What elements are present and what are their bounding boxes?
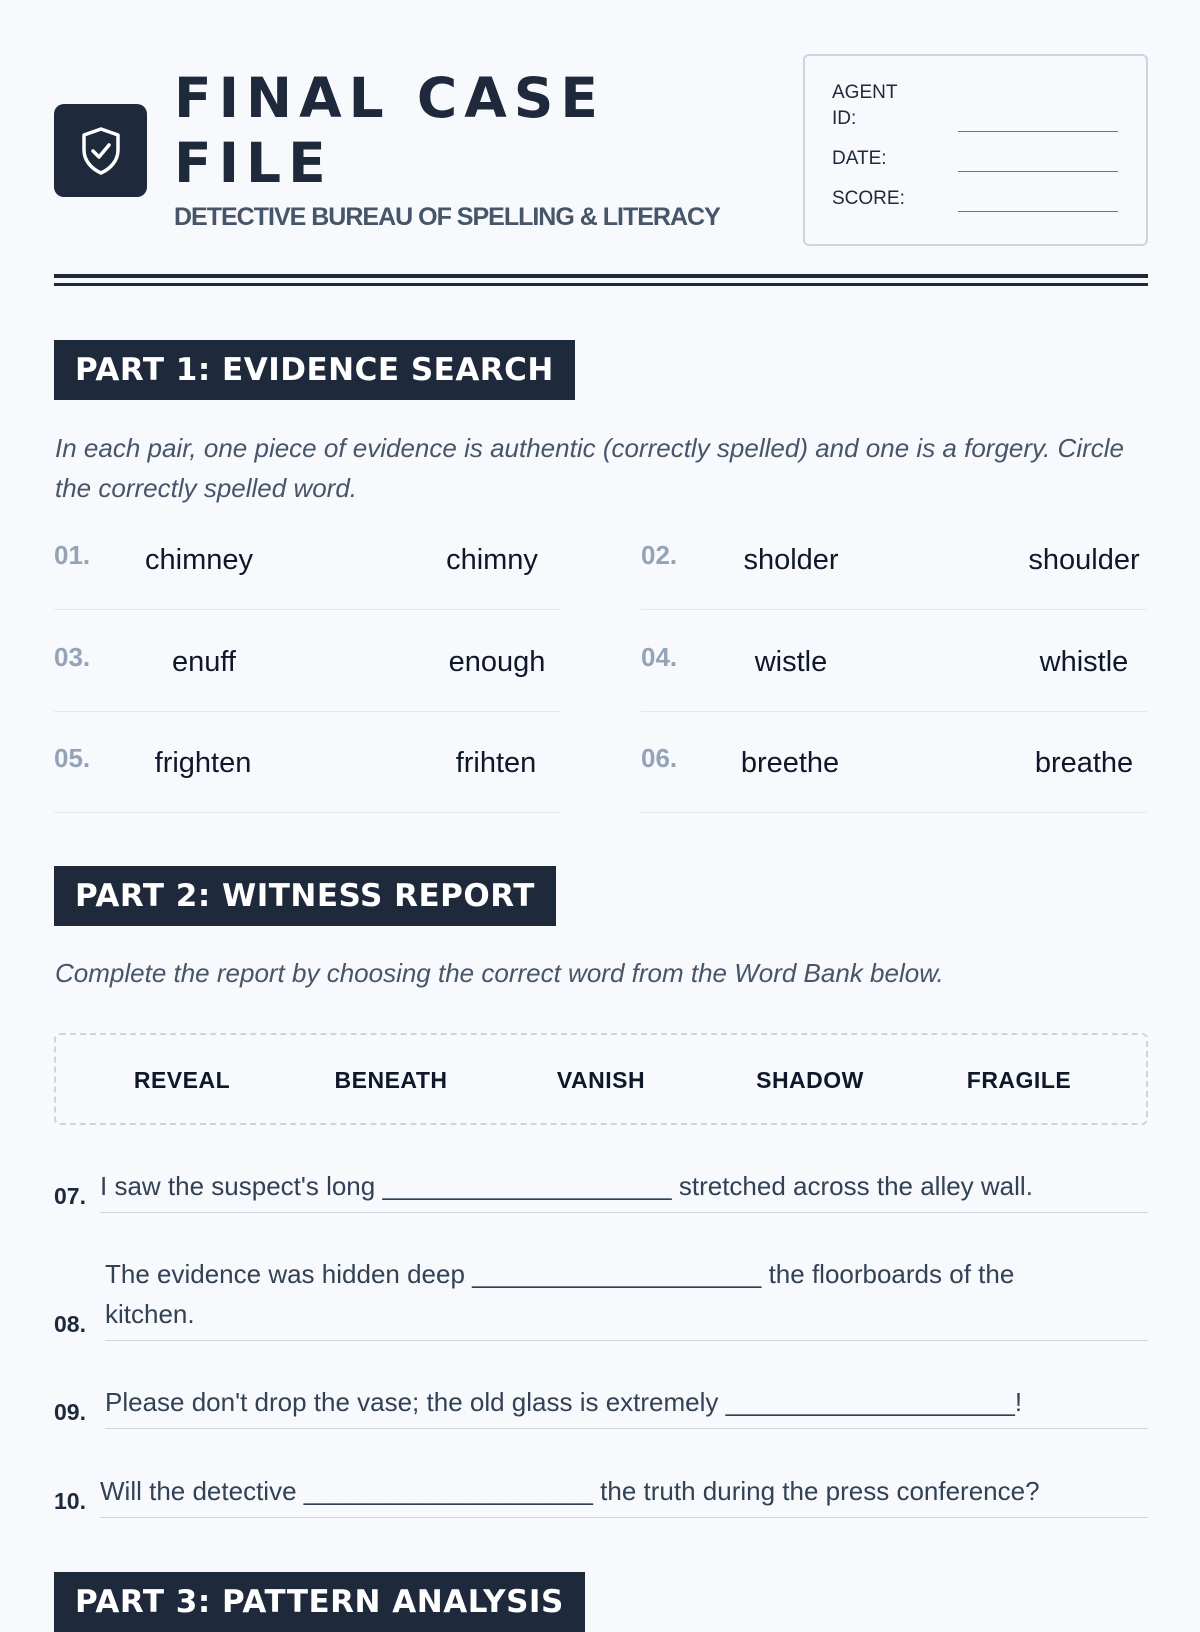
word-option-b[interactable]: shoulder xyxy=(1028,544,1140,576)
question-number-07: 07. xyxy=(54,1183,86,1209)
evidence-pair-05 xyxy=(54,743,560,813)
part2-instructions: Complete the report by choosing the correct word from the Word Bank below. xyxy=(55,958,944,988)
word-option-a[interactable]: chimney xyxy=(145,544,253,576)
agent-id-label: AGENT ID: xyxy=(832,82,898,129)
question-number-09: 09. xyxy=(54,1399,86,1425)
word-option-a[interactable]: enuff xyxy=(172,646,236,678)
word-option-b[interactable]: chimny xyxy=(446,544,538,576)
word-option-b[interactable]: breathe xyxy=(1034,747,1134,779)
header-divider-thick xyxy=(54,274,1148,278)
question-08[interactable]: The evidence was hidden deep ____________________ the floorboards of the kitchen. xyxy=(105,1254,1148,1341)
pair-number: 05. xyxy=(54,743,91,773)
date-row xyxy=(832,132,1122,172)
part3-heading: PART 3: PATTERN ANALYSIS xyxy=(54,1572,585,1632)
bank-word: SHADOW xyxy=(756,1067,864,1093)
bank-word: REVEAL xyxy=(133,1067,231,1093)
question-number-10: 10. xyxy=(54,1488,86,1514)
score-label: SCORE: xyxy=(832,188,905,209)
question-09[interactable]: Please don't drop the vase; the old glass is extremely ____________________! xyxy=(105,1382,1148,1429)
question-number-08: 08. xyxy=(54,1311,86,1337)
bureau-logo xyxy=(54,104,147,197)
question-07[interactable]: I saw the suspect's long ____________________ stretched across the alley wall. xyxy=(100,1166,1148,1213)
evidence-pair-03 xyxy=(54,642,560,712)
bank-word: BENEATH xyxy=(334,1067,448,1093)
word-option-b[interactable]: frihten xyxy=(455,747,537,779)
pair-number: 02. xyxy=(641,540,678,570)
bank-word: VANISH xyxy=(556,1067,646,1093)
agent-id-row xyxy=(832,82,1122,132)
shield-check-icon xyxy=(79,126,123,176)
bank-word: FRAGILE xyxy=(966,1067,1072,1093)
agent-id-card xyxy=(803,54,1148,246)
header-divider-thin xyxy=(54,283,1148,286)
date-label: DATE: xyxy=(832,148,887,169)
word-option-b[interactable]: whistle xyxy=(1039,646,1129,678)
evidence-pair-04 xyxy=(641,642,1147,712)
part2-heading: PART 2: WITNESS REPORT xyxy=(54,866,556,926)
pair-number: 04. xyxy=(641,642,678,672)
part1-heading: PART 1: EVIDENCE SEARCH xyxy=(54,340,575,400)
page-subtitle: DETECTIVE BUREAU OF SPELLING & LITERACY xyxy=(174,203,720,231)
word-option-b[interactable]: enough xyxy=(448,646,546,678)
word-option-a[interactable]: breethe xyxy=(740,747,840,779)
score-field[interactable] xyxy=(958,211,1118,212)
part1-instructions: In each pair, one piece of evidence is authentic (correctly spelled) and one is a forgery. Circle the correctly spelled word. xyxy=(55,433,1124,503)
evidence-pair-06 xyxy=(641,743,1147,813)
evidence-pair-02 xyxy=(641,540,1147,610)
word-bank xyxy=(54,1033,1148,1125)
pair-number: 06. xyxy=(641,743,678,773)
evidence-pair-01 xyxy=(54,540,560,610)
pair-number: 01. xyxy=(54,540,91,570)
word-option-a[interactable]: wistle xyxy=(754,646,828,678)
page-title: FINAL CASE FILE xyxy=(174,66,605,195)
word-option-a[interactable]: frighten xyxy=(154,747,252,779)
pair-number: 03. xyxy=(54,642,91,672)
score-row xyxy=(832,172,1122,212)
question-10[interactable]: Will the detective ____________________ the truth during the press conference? xyxy=(100,1471,1148,1518)
word-option-a[interactable]: sholder xyxy=(743,544,839,576)
